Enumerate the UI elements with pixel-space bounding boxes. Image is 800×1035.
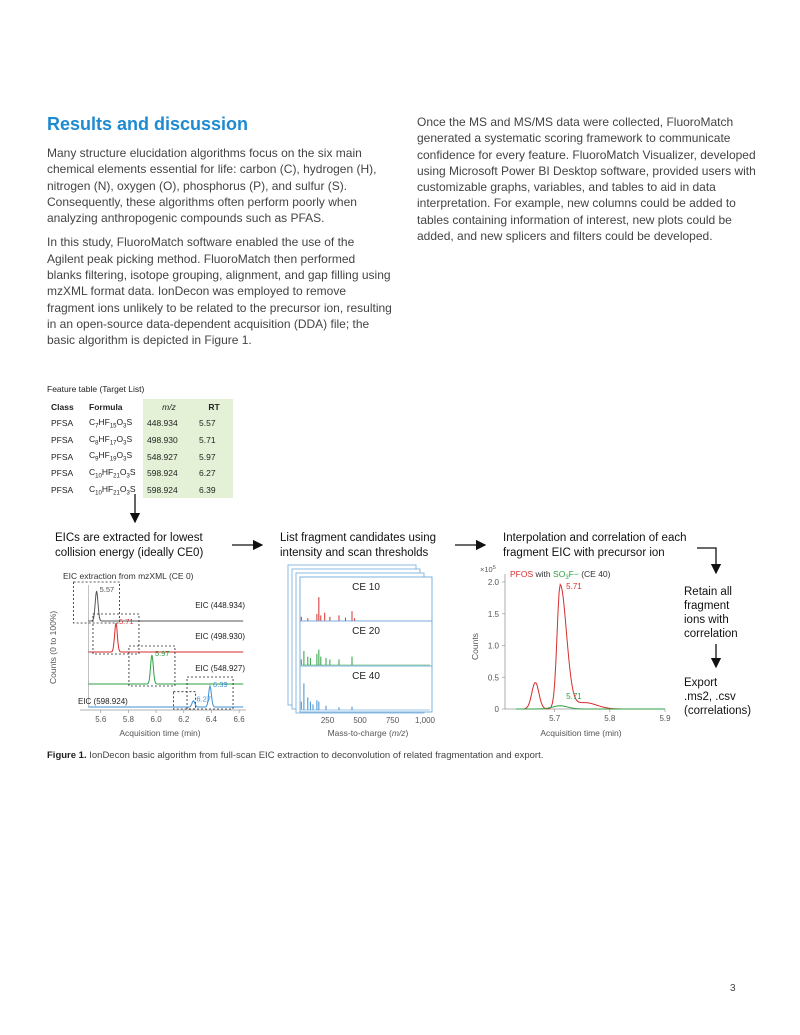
section-heading: Results and discussion <box>47 114 249 134</box>
cell-formula: $C_9HF_{19}O_3S$ <box>89 450 133 464</box>
cell-rt: 5.97 <box>195 448 233 465</box>
eic-xtick-label: 6.2 <box>178 715 190 724</box>
cell-rt: 6.27 <box>195 465 233 482</box>
spectra-xtick-label: 250 <box>320 716 335 725</box>
eic-title: EIC extraction from mzXML (CE 0) <box>63 571 194 581</box>
arrow-elbow <box>697 548 716 573</box>
cell-rt: 6.39 <box>195 482 233 499</box>
corr-xtick-label: 5.8 <box>604 714 616 723</box>
cell-class: PFSA <box>51 468 74 479</box>
corr-ytick-label: 2.0 <box>487 578 499 587</box>
spectrum-panel-label: CE 40 <box>352 671 380 682</box>
corr-ytick-label: 1.0 <box>487 641 499 651</box>
eic-peak-box <box>173 692 195 709</box>
cell-formula: $C_{10}HF_{21}O_3S$ <box>89 483 136 497</box>
eic-series-label: EIC (448.934) <box>195 601 245 610</box>
eic-xtick-label: 5.8 <box>122 715 134 724</box>
cell-class: PFSA <box>51 418 74 429</box>
caption-text: IonDecon basic algorithm from full-scan EIC extraction to deconvolution of related fragmentation and export. <box>86 750 544 761</box>
export-line1: Export <box>684 677 718 689</box>
spectra-xtick-label: 500 <box>353 716 367 725</box>
corr-legend: PFOS with $SO_3F- (CE$ 40) <box>510 569 611 581</box>
cell-class: PFSA <box>51 435 74 446</box>
cell-formula: $C_8HF_{17}O_3S$ <box>89 433 133 447</box>
corr-ytick-label: 0.5 <box>487 673 499 683</box>
step1-line2: collision energy (ideally CE0) <box>55 547 204 559</box>
retain-line1: Retain all <box>684 586 732 598</box>
spectra-xtick-label: 750 <box>385 716 400 725</box>
eic-xlabel: Acquisition time (min) <box>119 728 201 738</box>
left-paragraph-1: Many structure elucidation algorithms focus on the six main chemical elements essential for life: carbon (C), hydrogen (H), nitrogen (N), oxygen (O), phosphorus (P), and sulfur (S). Consequently, these algorithms often perform poorly when analyzing anthropogenic compounds such as PFAS. <box>47 146 377 226</box>
eic-peak-label: 6.27 <box>196 694 212 704</box>
caption-label: Figure 1. <box>47 750 87 761</box>
figure-caption <box>47 750 543 761</box>
eic-series-label: EIC (498.930) <box>195 632 245 641</box>
eic-peak-label: 6.39 <box>213 680 228 689</box>
export-line3: (correlations) <box>684 705 752 717</box>
step2-line1: List fragment candidates using <box>280 532 436 544</box>
cell-class: PFSA <box>51 485 74 496</box>
corr-peak-label: 5.71 <box>566 691 582 701</box>
retain-line4: correlation <box>684 628 738 640</box>
cell-mz: 448.934 <box>143 415 195 432</box>
page-number: 3 <box>730 983 736 994</box>
export-line2: .ms2, .csv <box>684 691 736 703</box>
correlation-chart <box>470 565 671 738</box>
corr-ytick-label: 0 <box>494 705 499 714</box>
eic-series-label: EIC (598.924) <box>78 697 128 706</box>
eic-peak-label: 5.57 <box>99 585 115 594</box>
cell-mz: 598.924 <box>143 482 195 499</box>
eic-xtick-label: 6.6 <box>233 715 245 724</box>
cell-mz: 548.927 <box>143 448 195 465</box>
corr-peak-label: 5.71 <box>566 582 582 592</box>
col-class: Class <box>51 402 74 412</box>
cell-rt: 5.71 <box>195 432 233 449</box>
step3-line2: fragment EIC with precursor ion <box>503 547 665 559</box>
retain-line3: ions with <box>684 614 729 626</box>
eic-ylabel: Counts (0 to 100%) <box>48 610 58 684</box>
corr-xtick-label: 5.9 <box>659 714 671 723</box>
eic-peak-label: 5.71 <box>118 617 134 626</box>
eic-xtick-label: 6.0 <box>150 715 162 724</box>
cell-mz: 498.930 <box>143 432 195 449</box>
col-rt: RT <box>195 399 233 415</box>
cell-class: PFSA <box>51 451 74 462</box>
feature-table-caption: Feature table (Target List) <box>47 384 145 394</box>
col-mz: m/z <box>143 399 195 415</box>
eic-peak-label: 5.97 <box>154 649 170 658</box>
corr-xlabel: Acquisition time (min) <box>540 728 622 738</box>
corr-xtick-label: 5.7 <box>549 714 561 723</box>
corr-ylabel: Counts <box>470 633 480 660</box>
spectra-chart <box>288 565 436 738</box>
eic-xtick-label: 6.4 <box>205 715 217 724</box>
spectra-xlabel: Mass-to-charge (m/z) <box>327 728 409 738</box>
eic-series-label: EIC (548.927) <box>195 664 245 673</box>
corr-multiplier: $\times 10^5$ <box>480 565 496 574</box>
left-paragraph-2: In this study, FluoroMatch software enabled the use of the Agilent peak picking method. FluoroMatch then performed blanks filtering, isotope grouping, alignment, and gap filling using mzXML format data. IonDecon was employed to remove fragment ions unlikely to be related to the precursor ion, resulting in an open-source data-dependent acquisition (DDA) file; the basic algorithm is depicted in Figure 1. <box>47 235 392 348</box>
right-paragraph-1: Once the MS and MS/MS data were collected, FluoroMatch generated a systematic scoring framework to communicate confidence for every feature. FluoroMatch Visualizer, developed using Microsoft Power BI Desktop software, provided users with customizable graphs, variables, and tables to aid in data interpretation. For example, new columns could be added to tables containing information of interest, new plots could be added, and new splicers and filters could be developed. <box>417 115 756 244</box>
cell-rt: 5.57 <box>195 415 233 432</box>
cell-formula: $C_{10}HF_{21}O_3S$ <box>89 467 136 480</box>
cell-formula: $C_7HF_{15}O_3S$ <box>89 417 133 430</box>
corr-ytick-label: 1.5 <box>487 609 499 619</box>
spectra-xtick-label: 1,000 <box>414 716 436 725</box>
step2-line2: intensity and scan thresholds <box>280 547 429 559</box>
step1-line1: EICs are extracted for lowest <box>55 532 203 544</box>
spectrum-panel-label: CE 20 <box>352 626 380 637</box>
eic-xtick-label: 5.6 <box>95 715 107 724</box>
eic-chart <box>48 571 246 738</box>
col-formula: Formula <box>89 402 123 412</box>
corr-series-line <box>516 706 665 709</box>
retain-line2: fragment <box>684 600 730 612</box>
spectrum-panel-label: CE 10 <box>352 582 380 593</box>
step3-line1: Interpolation and correlation of each <box>503 532 687 544</box>
cell-mz: 598.924 <box>143 465 195 482</box>
corr-series-line <box>516 585 665 710</box>
